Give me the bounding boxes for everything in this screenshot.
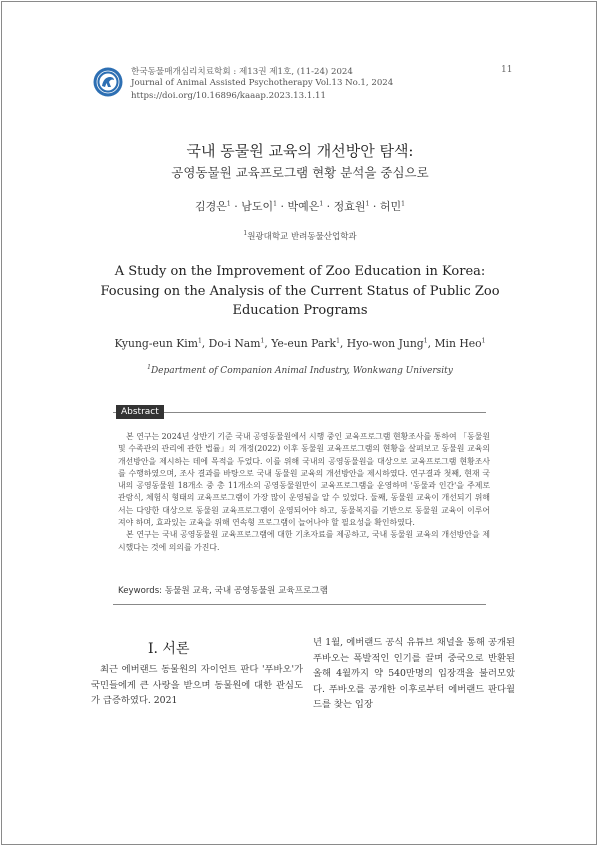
keywords-list: 동물원 교육, 국내 공영동물원 교육프로그램	[164, 586, 328, 596]
affiliation-korean: $^1$원광대학교 반려동물산업학과	[243, 230, 357, 242]
author-en: Kyung-eun Kim	[114, 337, 198, 350]
author-ko: 박예은	[287, 200, 320, 213]
author-en: Ye-eun Park	[271, 337, 337, 350]
abstract-top-rule	[113, 412, 486, 413]
author-en: Hyo-won Jung	[346, 337, 424, 350]
author-ko: 정효원	[333, 200, 366, 213]
author-en: Do-i Nam	[208, 337, 261, 350]
doi-link[interactable]: https://doi.org/10.16896/kaaap.2023.13.1.11	[131, 91, 326, 101]
section-heading-introduction: Ⅰ. 서론	[148, 641, 190, 657]
body-text-left-column: 최근 에버랜드 동물원의 자이언트 판다 '푸바오'가 국민들에게 큰 사랑을 받으며 동물원에 대한 관심도가 급증하였다. 2021	[91, 664, 303, 707]
affiliation-english: $^1$Department of Companion Animal Industry, Wonkwang University	[147, 364, 453, 376]
abstract-paragraph: 본 연구는 국내 공영동물원 교육프로그램에 대한 기초자료를 제공하고, 국내 동물원 교육의 개선방안을 제시했다는 것에 의의를 가진다.	[118, 530, 490, 552]
journal-header-english: Journal of Animal Assisted Psychotherapy Vol.13 No.1, 2024	[131, 78, 394, 88]
author-ko: 남도이	[241, 200, 274, 213]
authors-korean: 김경은$^1$ · 남도이$^1$ · 박예은$^1$ · 정효원$^1$ · 허민$^1$	[195, 200, 405, 213]
authors-english: Kyung-eun Kim$^1$, Do-i Nam$^1$, Ye-eun Park$^1$, Hyo-won Jung$^1$, Min Heo$^1$	[114, 337, 486, 350]
page-border	[1, 1, 597, 845]
society-seal-icon	[93, 67, 123, 97]
abstract-body	[118, 431, 490, 554]
keywords-label: Keywords:	[118, 586, 165, 596]
abstract-label: Abstract	[116, 405, 164, 419]
page-number: 11	[501, 65, 513, 75]
keywords	[118, 584, 328, 596]
abstract-paragraph: 본 연구는 2024년 상반기 기준 국내 공영동물원에서 시행 중인 교육프로그램 현황조사를 통하여 「동물원 및 수족관의 관리에 관한 법률」의 개정(2022) 이후 동물원 교육프로그램의 현황을 살펴보고 동물원 교육의 개선방안을 제시하는 데에 목적을 두었다. 이를 위해 국내의 공영동물원을 대상으로 교육프로그램 현황조사를 수행하였으며, 조사 결과를 바탕으로 국내 동물원 교육의 개선방안을 제시하였다. 연구결과 첫째, 현재 국내의 공영동물원 18개소 중 총 11개소의 공영동물원만이 교육프로그램을 운영하며 '동물과 인간'을 주제로 관람식, 체험식 형태의 교육프로그램이 가장 많이 운영됨을 알 수 있었다. 둘째, 동물원 교육이 개선되기 위해서는 다양한 대상으로 동물원 교육프로그램이 운영되어야 하고, 동물복지를 기반으로 동물원 교육이 이루어져야 하며, 효과있는 교육을 위해 연속형 프로그램이 늘어나야 할 필요성을 확인하였다.	[118, 432, 490, 528]
author-ko: 허민	[379, 200, 402, 213]
body-text-right-column: 년 1월, 에버랜드 공식 유튜브 채널을 통해 공개된 푸바오는 폭발적인 인기를 끌며 중국으로 반환된 올해 4월까지 약 540만명의 입장객을 불러모았다. 푸바오를 공개한 이후로부터 에버랜드 판다월드를 찾는 입장	[313, 637, 515, 711]
author-ko: 김경은	[195, 200, 227, 213]
paper-subtitle-korean: 공영동물원 교육프로그램 현황 분석을 중심으로	[171, 165, 429, 180]
author-en: Min Heo	[434, 337, 482, 350]
paper-title-korean: 국내 동물원 교육의 개선방안 탐색:	[186, 142, 414, 160]
journal-header-korean: 한국동물매개심리치료학회 : 제13권 제1호, (11-24) 2024	[131, 67, 353, 77]
paper-title-english: A Study on the Improvement of Zoo Education in Korea: Focusing on the Analysis of the Current Status of Public Zoo Education Programs	[100, 264, 500, 318]
abstract-bottom-rule	[113, 604, 486, 605]
